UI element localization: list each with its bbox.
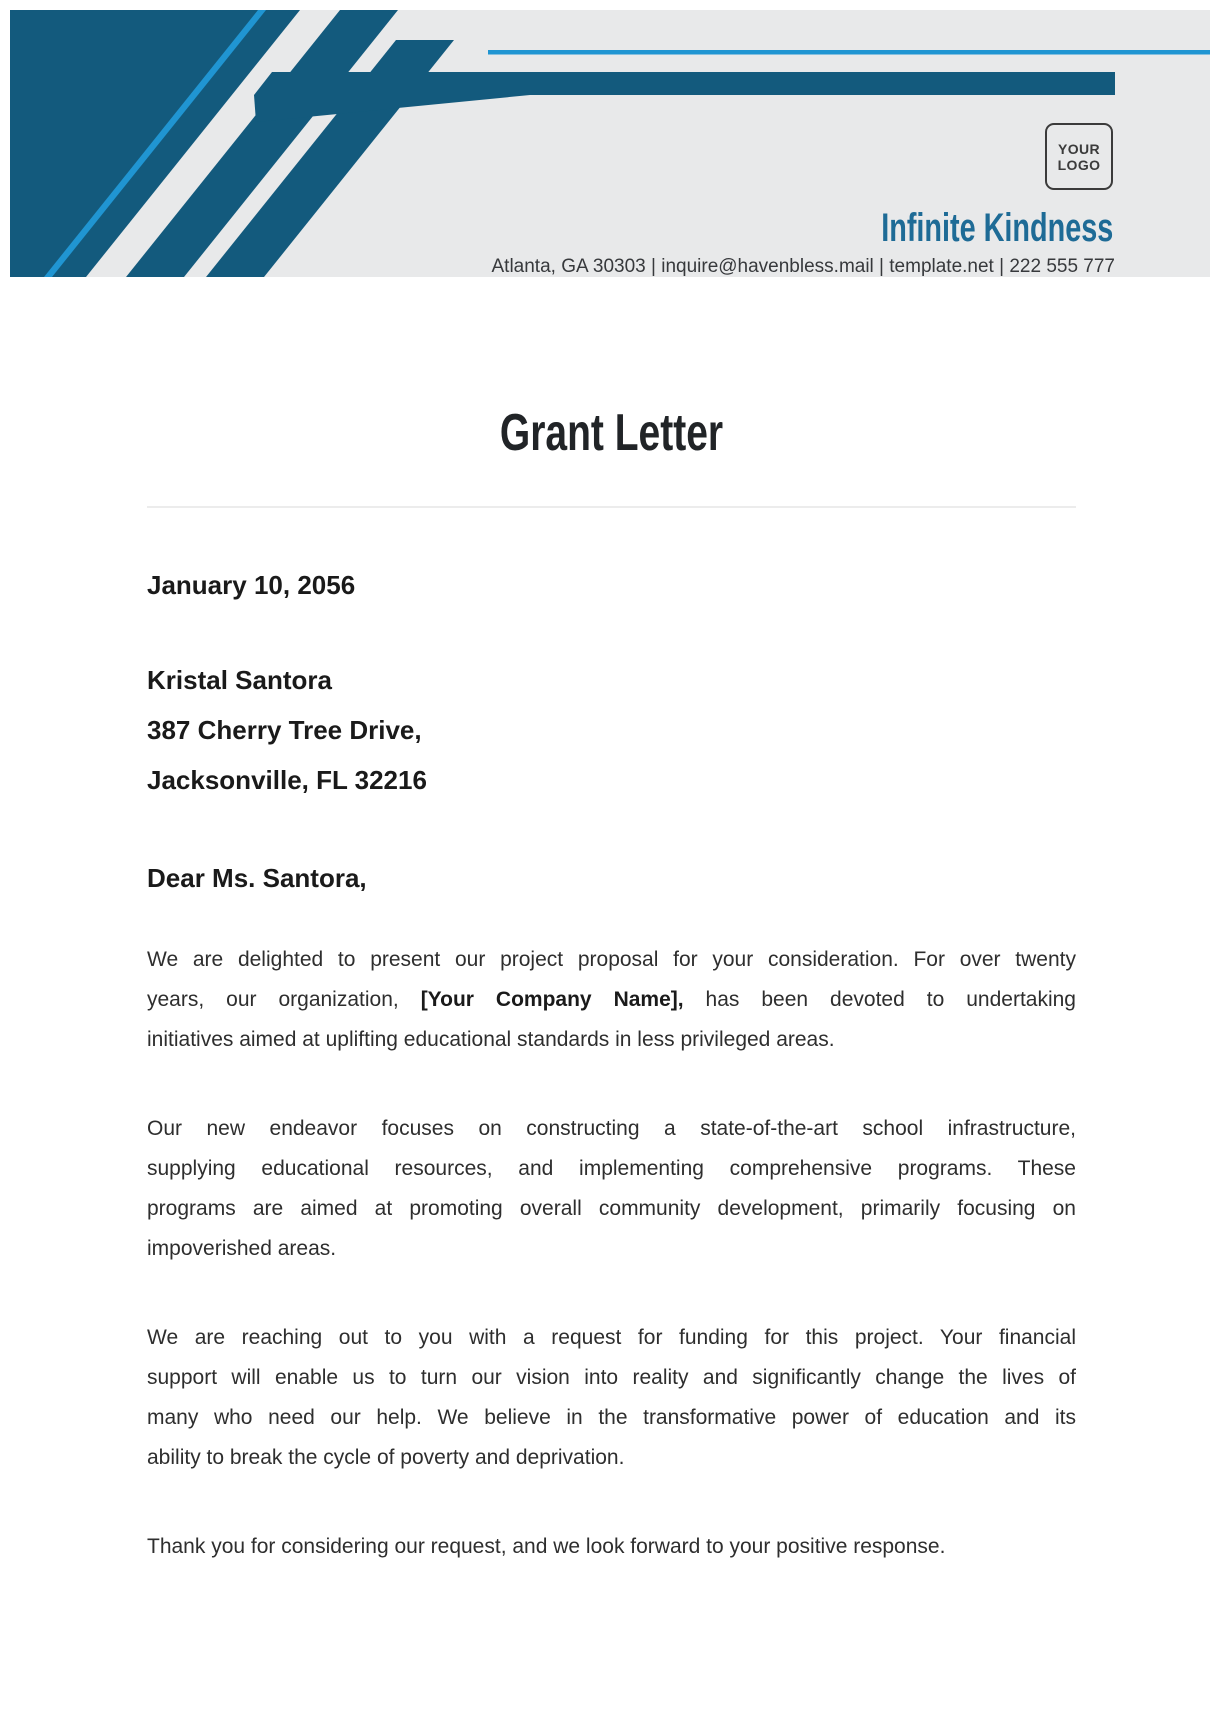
paragraph-line: impoverished areas. <box>147 1237 337 1260</box>
recipient-address-line2: Jacksonville, FL 32216 <box>147 765 427 795</box>
logo-placeholder <box>1045 123 1113 190</box>
paragraph-line: Our new endeavor focuses on constructing a state-of-the-art school infrastructure, <box>147 1117 1076 1140</box>
paragraph-line: supplying educational resources, and implementing comprehensive programs. These <box>147 1157 1076 1180</box>
paragraph-line: years, our organization, [Your Company Name], has been devoted to undertaking <box>147 988 1076 1011</box>
recipient-address-line1: 387 Cherry Tree Drive, <box>147 715 422 745</box>
letter-title: Grant Letter <box>499 404 724 462</box>
organization-name: Infinite Kindness <box>880 206 1113 250</box>
letter-date: January 10, 2056 <box>147 570 356 600</box>
accent-top-line <box>488 50 1210 55</box>
letter-content <box>147 277 1076 1567</box>
logo-text-line1: YOUR <box>1057 140 1101 157</box>
paragraph-line: We are reaching out to you with a request for funding for this project. Your financial <box>147 1326 1076 1349</box>
salutation: Dear Ms. Santora, <box>147 863 367 893</box>
title-divider <box>147 506 1076 508</box>
recipient-name: Kristal Santora <box>147 665 332 695</box>
contact-info: Atlanta, GA 30303 | inquire@havenbless.mail | template.net | 222 555 777 <box>491 256 1115 277</box>
letter-body <box>147 940 1076 1567</box>
letter-paragraph <box>147 940 1076 1060</box>
letter-paragraph <box>147 1109 1076 1269</box>
horizontal-bar <box>254 72 1115 95</box>
paragraph-line: support will enable us to turn our vision into reality and significantly change the lives of <box>147 1366 1076 1389</box>
letter-paragraph <box>147 1527 1076 1567</box>
paragraph-line: ability to break the cycle of poverty and deprivation. <box>147 1446 625 1469</box>
letterhead <box>10 10 1210 277</box>
bar-tail-wedge <box>254 95 530 122</box>
paragraph-line: programs are aimed at promoting overall community development, primarily focusing on <box>147 1197 1076 1220</box>
paragraph-line: We are delighted to present our project proposal for your consideration. For over twenty <box>147 948 1076 971</box>
paragraph-line: initiatives aimed at uplifting educational standards in less privileged areas. <box>147 1028 835 1051</box>
paragraph-line: Thank you for considering our request, and we look forward to your positive response. <box>147 1535 946 1558</box>
paragraph-line: many who need our help. We believe in the transformative power of education and its <box>147 1406 1076 1429</box>
logo-text-line2: LOGO <box>1057 156 1101 173</box>
letter-paragraph <box>147 1318 1076 1478</box>
